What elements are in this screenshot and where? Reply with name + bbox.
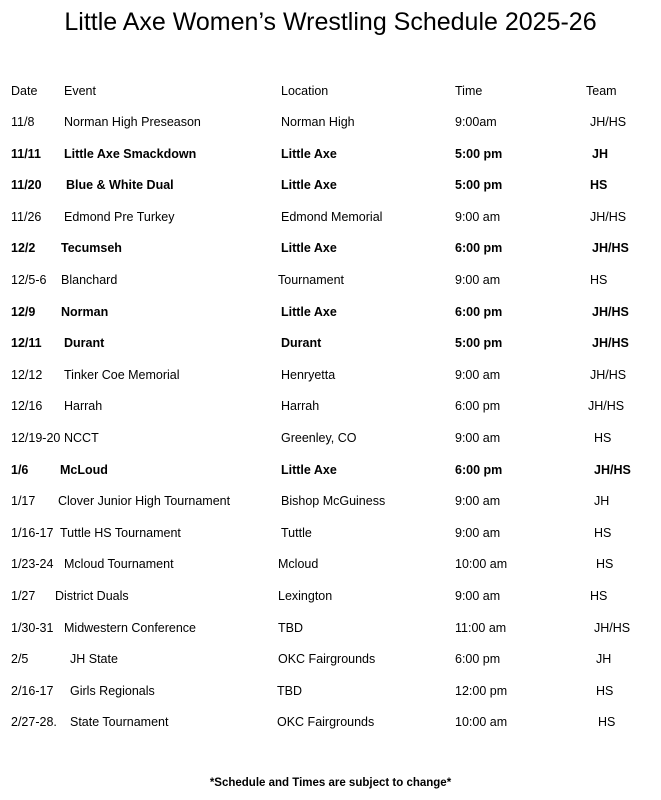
table-row: [0, 176, 661, 194]
row-team: JH/HS: [594, 620, 631, 635]
row-date: 1/30-31: [11, 620, 54, 635]
row-team: JH/HS: [592, 304, 629, 319]
row-date: 12/2: [11, 241, 36, 256]
table-row: [0, 587, 661, 605]
row-time: 5:00 pm: [455, 146, 503, 161]
row-team: HS: [594, 525, 612, 540]
row-time: 12:00 pm: [455, 683, 508, 698]
row-location: Little Axe: [281, 178, 337, 193]
row-event: Norman High Preseason: [64, 115, 201, 129]
row-location: Lexington: [278, 589, 333, 603]
header-event: Event: [64, 84, 96, 98]
row-location: Edmond Memorial: [281, 209, 383, 224]
row-event: Little Axe Smackdown: [64, 146, 197, 161]
row-event: Blue & White Dual: [66, 178, 174, 193]
row-team: JH/HS: [592, 336, 629, 351]
row-date: 1/27: [11, 589, 36, 603]
row-date: 12/12: [11, 367, 43, 382]
table-row: [0, 650, 661, 668]
footer-note: *Schedule and Times are subject to change*: [209, 777, 452, 789]
header-date: Date: [11, 84, 38, 98]
row-team: JH/HS: [590, 367, 627, 382]
row-time: 9:00 am: [455, 525, 501, 540]
table-row: [0, 461, 661, 479]
row-event: Durant: [64, 336, 105, 351]
row-location: Tournament: [278, 273, 345, 287]
row-location: OKC Fairgrounds: [277, 715, 375, 730]
row-time: 10:00 am: [455, 715, 508, 730]
row-time: 6:00 pm: [455, 399, 501, 414]
row-date: 2/27-28.: [11, 715, 57, 730]
row-location: Little Axe: [281, 146, 337, 161]
row-date: 11/11: [11, 146, 41, 161]
row-team: HS: [594, 431, 612, 445]
row-date: 2/5: [11, 652, 29, 667]
row-date: 1/6: [11, 462, 29, 477]
row-event: Edmond Pre Turkey: [64, 209, 175, 224]
table-row: [0, 303, 661, 321]
table-row: [0, 619, 661, 637]
header-location: Location: [281, 84, 329, 98]
row-location: Norman High: [281, 115, 355, 129]
row-team: HS: [590, 178, 608, 193]
row-location: Harrah: [281, 399, 320, 414]
row-event: Tinker Coe Memorial: [64, 367, 180, 382]
table-row: [0, 271, 661, 289]
row-time: 6:00 pm: [455, 241, 503, 256]
row-team: JH/HS: [594, 462, 631, 477]
row-location: Henryetta: [281, 367, 336, 382]
row-event: Mcloud Tournament: [64, 557, 174, 572]
row-time: 9:00 am: [455, 589, 501, 603]
row-event: Harrah: [64, 399, 103, 414]
row-team: HS: [590, 589, 608, 603]
row-time: 6:00 pm: [455, 652, 501, 667]
row-team: JH/HS: [590, 115, 627, 129]
page-title: Little Axe Women’s Wrestling Schedule 2025-26: [64, 8, 597, 36]
row-event: McLoud: [60, 462, 108, 477]
table-row: [0, 555, 661, 573]
table-row: [0, 366, 661, 384]
row-team: HS: [590, 273, 608, 287]
row-location: Little Axe: [281, 241, 337, 256]
row-date: 12/19-20: [11, 431, 61, 445]
table-header: [0, 82, 661, 100]
row-date: 2/16-17: [11, 683, 54, 698]
row-location: TBD: [278, 620, 303, 635]
table-row: [0, 239, 661, 257]
row-team: JH: [594, 494, 610, 509]
table-row: [0, 713, 661, 731]
table-row: [0, 145, 661, 163]
row-location: Mcloud: [278, 557, 319, 572]
row-date: 1/17: [11, 494, 36, 509]
row-location: Greenley, CO: [281, 431, 357, 445]
row-event: Girls Regionals: [70, 683, 155, 698]
row-event: District Duals: [55, 589, 129, 603]
table-row: [0, 429, 661, 447]
row-event: State Tournament: [70, 715, 169, 730]
row-time: 5:00 pm: [455, 178, 503, 193]
table-row: [0, 492, 661, 510]
row-location: Tuttle: [281, 525, 312, 540]
row-time: 9:00 am: [455, 209, 501, 224]
row-time: 9:00am: [455, 115, 497, 129]
row-time: 10:00 am: [455, 557, 508, 572]
row-date: 11/20: [11, 178, 42, 193]
row-time: 9:00 am: [455, 367, 501, 382]
row-team: HS: [596, 557, 614, 572]
row-event: Clover Junior High Tournament: [58, 494, 231, 509]
row-event: NCCT: [64, 431, 99, 445]
row-date: 11/26: [11, 209, 42, 224]
row-date: 12/16: [11, 399, 43, 414]
row-date: 1/23-24: [11, 557, 54, 572]
row-team: JH/HS: [588, 399, 625, 414]
row-date: 11/8: [11, 115, 35, 129]
row-location: Little Axe: [281, 462, 337, 477]
row-time: 9:00 am: [455, 494, 501, 509]
row-event: Tecumseh: [61, 241, 122, 256]
row-event: Blanchard: [61, 273, 118, 287]
row-team: JH: [596, 652, 612, 667]
row-event: JH State: [70, 652, 118, 667]
row-time: 6:00 pm: [455, 462, 503, 477]
header-team: Team: [586, 84, 617, 98]
row-date: 12/11: [11, 336, 42, 351]
row-location: TBD: [277, 683, 302, 698]
row-date: 12/5-6: [11, 273, 47, 287]
table-row: [0, 334, 661, 352]
row-team: HS: [596, 683, 614, 698]
row-location: Durant: [281, 336, 322, 351]
table-row: [0, 682, 661, 700]
row-team: HS: [598, 715, 616, 730]
table-row: [0, 113, 661, 131]
row-location: Little Axe: [281, 304, 337, 319]
row-time: 11:00 am: [455, 620, 507, 635]
row-time: 5:00 pm: [455, 336, 503, 351]
row-team: JH/HS: [590, 209, 627, 224]
row-location: Bishop McGuiness: [281, 494, 386, 509]
table-row: [0, 208, 661, 226]
table-row: [0, 397, 661, 415]
row-team: JH/HS: [592, 241, 629, 256]
row-time: 9:00 am: [455, 431, 501, 445]
header-time: Time: [455, 84, 483, 98]
row-location: OKC Fairgrounds: [278, 652, 376, 667]
table-row: [0, 524, 661, 542]
row-date: 1/16-17: [11, 525, 54, 540]
row-team: JH: [592, 146, 608, 161]
row-event: Tuttle HS Tournament: [60, 525, 181, 540]
row-time: 6:00 pm: [455, 304, 503, 319]
row-event: Norman: [61, 304, 109, 319]
row-time: 9:00 am: [455, 273, 501, 287]
row-event: Midwestern Conference: [64, 620, 197, 635]
row-date: 12/9: [11, 304, 36, 319]
